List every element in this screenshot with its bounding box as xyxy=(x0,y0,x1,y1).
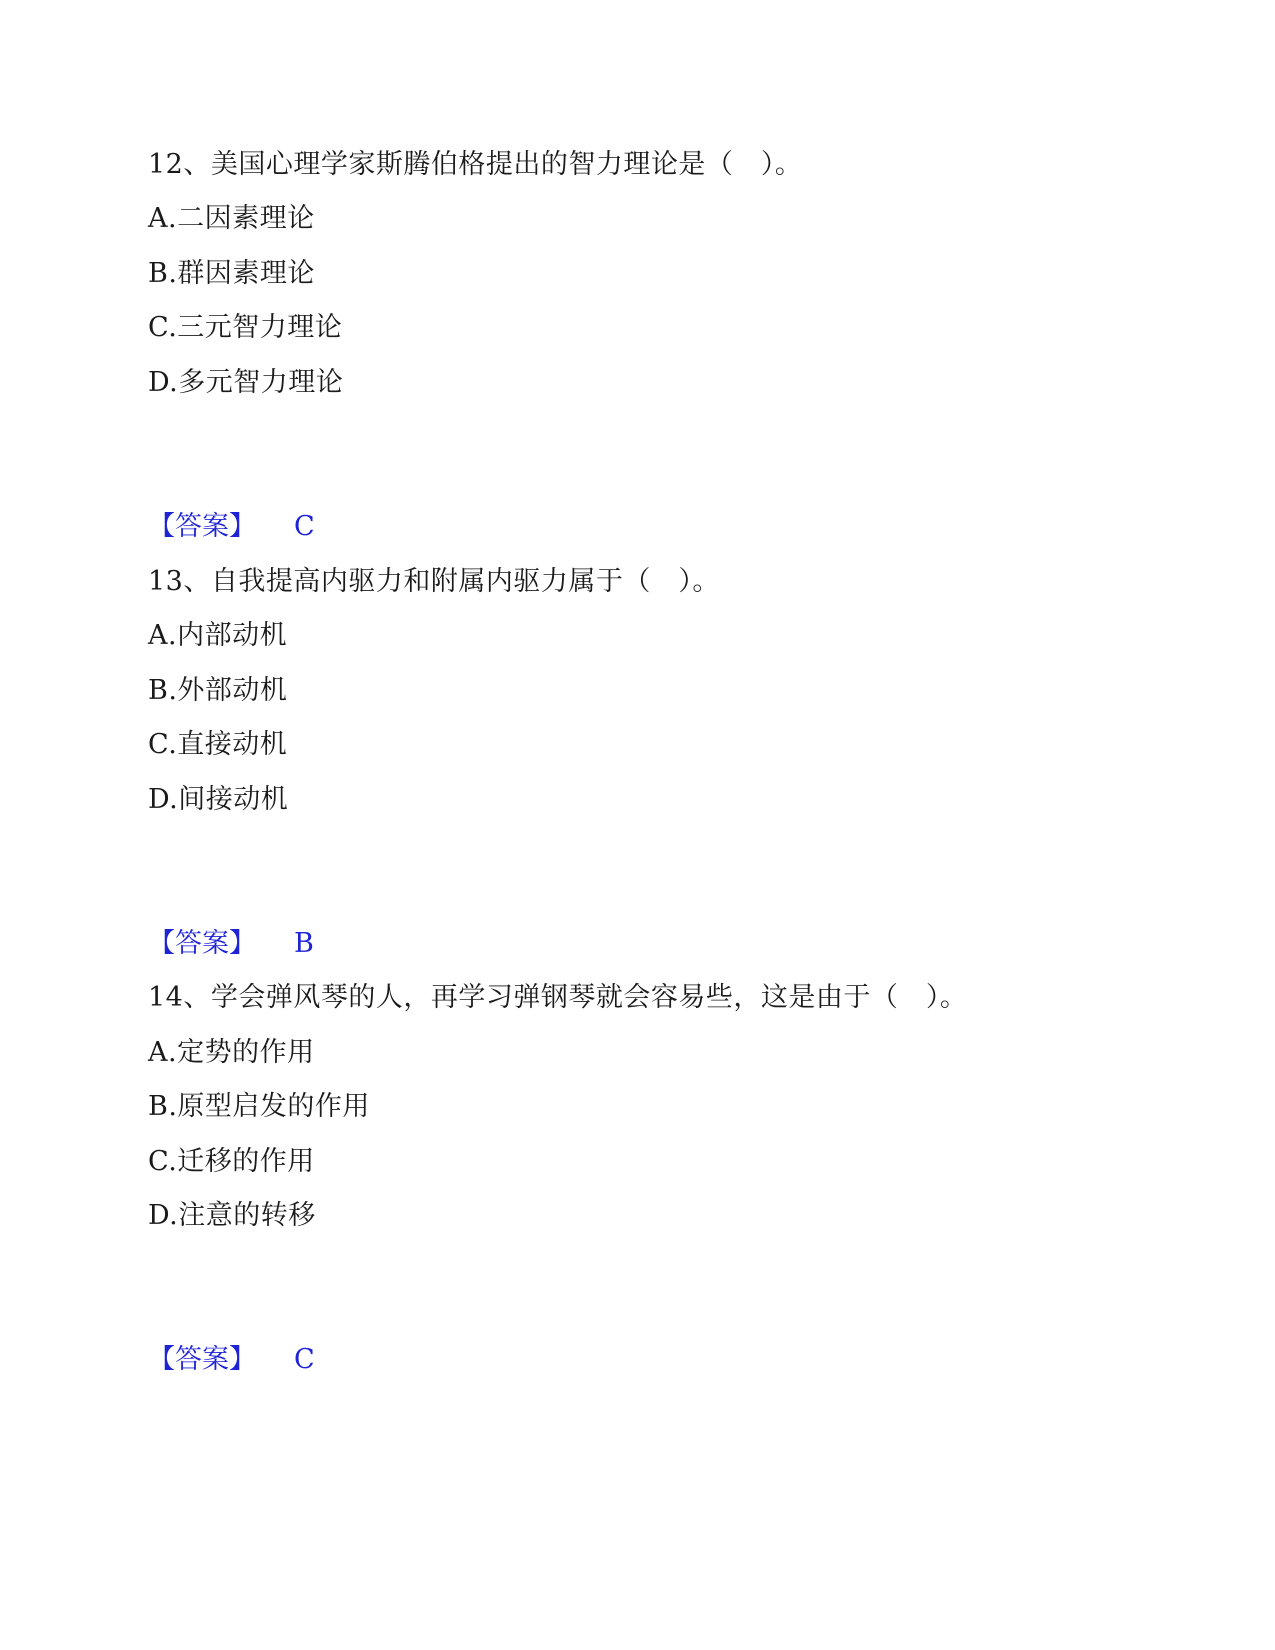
question-14-option-d: D.注意的转移 xyxy=(148,1200,316,1231)
answer-label: 【答案】 xyxy=(148,511,256,542)
question-14-option-a: A.定势的作用 xyxy=(148,1037,315,1068)
question-12-option-d: D.多元智力理论 xyxy=(148,367,344,398)
question-13-stem: 13、自我提高内驱力和附属内驱力属于（ ）。 xyxy=(148,566,720,597)
answer-label: 【答案】 xyxy=(148,928,256,959)
question-13-answer xyxy=(148,927,314,961)
answer-label: 【答案】 xyxy=(148,1344,256,1375)
question-13-option-c: C.直接动机 xyxy=(148,729,288,760)
question-12-option-c: C.三元智力理论 xyxy=(148,312,343,343)
answer-value: C xyxy=(294,1344,315,1375)
question-14-option-c: C.迁移的作用 xyxy=(148,1146,315,1177)
question-13-option-d: D.间接动机 xyxy=(148,784,289,815)
question-12-option-b: B.群因素理论 xyxy=(148,258,315,289)
answer-value: C xyxy=(294,511,315,542)
question-14-stem: 14、学会弹风琴的人，再学习弹钢琴就会容易些，这是由于（ ）。 xyxy=(148,982,968,1013)
question-14-answer xyxy=(148,1343,315,1377)
question-13-option-a: A.内部动机 xyxy=(148,620,288,651)
question-13-option-b: B.外部动机 xyxy=(148,675,288,706)
question-12-stem: 12、美国心理学家斯腾伯格提出的智力理论是（ ）。 xyxy=(148,149,803,180)
question-12-answer xyxy=(148,510,315,544)
answer-value: B xyxy=(294,928,314,959)
question-12-option-a: A.二因素理论 xyxy=(148,203,315,234)
question-14-option-b: B.原型启发的作用 xyxy=(148,1091,370,1122)
